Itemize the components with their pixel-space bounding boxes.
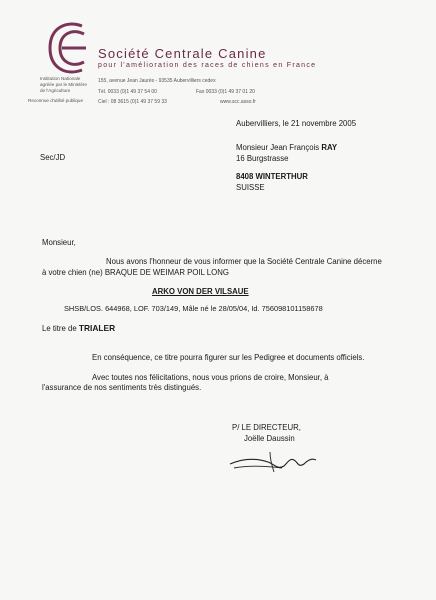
phone-line: Tél. 0033 (0)1 49 37 54 00 [98,89,157,95]
scc-logo-icon [38,16,88,80]
website-line: www.scc.asso.fr [220,99,256,105]
organization-tagline: pour l'amélioration des races de chiens en France [98,62,317,69]
recipient-country: SUISSE [236,183,265,192]
institution-line-2: agréée par le Ministère [40,82,87,87]
institution-line-1: Institution Nationale [40,76,81,81]
title-line [42,323,115,333]
dog-details: SHSB/LOS. 644968, LOF. 703/149, Mâle né le 28/05/04, Id. 756098101158678 [64,304,323,313]
signatory-role: P/ LE DIRECTEUR, [232,423,301,432]
handwritten-signature-icon [226,448,320,476]
title-value: TRIALER [78,323,116,333]
signatory-name: Joëlle Daussin [244,434,295,443]
dog-name: ARKO VON DER VILSAUE [152,287,249,296]
place-date: Aubervilliers, le 21 novembre 2005 [236,119,357,128]
minitel-line: Ciel : 08 3615 (0)1 49 37 59 33 [98,99,167,105]
closing-line-2: l'assurance de nos sentiments très distingués. [42,383,202,392]
organization-name: Société Centrale Canine [98,46,267,61]
salutation: Monsieur, [42,238,76,247]
recipient-name-prefix: Monsieur Jean François [236,143,322,152]
closing-line-1: Avec toutes nos félicitations, nous vous prions de croire, Monsieur, à [92,373,329,382]
intro-line-1: Nous avons l'honneur de vous informer que la Société Centrale Canine décerne [106,257,382,266]
recognition-text: Reconnue d'utilité publique [28,98,84,103]
intro-line-2: à votre chien (ne) BRAQUE DE WEIMAR POIL LONG [42,268,229,277]
consequence-text: En conséquence, ce titre pourra figurer sur les Pedigree et documents officiels. [92,353,365,362]
recipient-city: 8408 WINTERTHUR [236,172,308,181]
institution-info [40,76,87,94]
recipient-name [236,143,337,152]
title-prefix: Le titre de [42,324,79,333]
fax-line: Fax 0033 (0)1 49 37 01 20 [196,89,255,95]
recipient-surname: RAY [321,143,338,152]
institution-line-3: de l'Agriculture [40,88,71,93]
recipient-street: 16 Burgstrasse [236,154,289,163]
address-line: 155, avenue Jean Jaurès - 93535 Aubervilliers cedex [98,78,216,84]
reference: Sec/JD [40,153,66,162]
